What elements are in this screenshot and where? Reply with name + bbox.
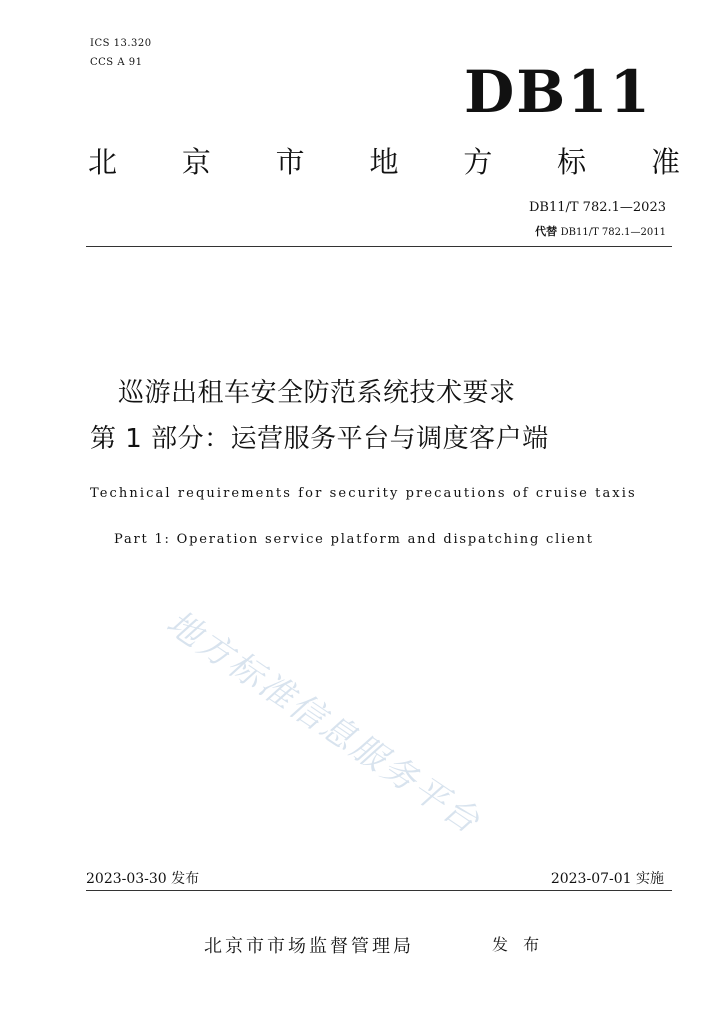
standard-code-logo: DB11: [463, 58, 652, 126]
standard-type-char: 市: [275, 145, 305, 179]
standard-type-char: 方: [463, 145, 493, 179]
replaces-label: 代替: [535, 225, 558, 238]
publish-date: 2023-03-30 发布: [86, 871, 200, 887]
replaces-line: [535, 223, 666, 239]
standard-type-char: 京: [181, 145, 211, 179]
ics-code: ICS 13.320: [90, 38, 152, 49]
replaces-number: DB11/T 782.1—2011: [560, 227, 666, 238]
standard-number: DB11/T 782.1—2023: [528, 200, 666, 215]
ccs-code: CCS A 91: [90, 57, 143, 68]
bottom-divider: [86, 890, 672, 891]
cn-title-line1: 巡游出租车安全防范系统技术要求: [118, 378, 516, 408]
cn-title-line2: 第 1 部分：运营服务平台与调度客户端: [90, 424, 549, 454]
issuing-authority: 北京市市场监督管理局: [204, 936, 414, 957]
implement-date: 2023-07-01 实施: [550, 871, 664, 887]
watermark: 地方标准信息服务平台: [159, 602, 489, 843]
publish-label: 发 布: [492, 935, 545, 954]
en-title-line1: Technical requirements for security precautions of cruise taxis: [90, 486, 637, 501]
en-title-line2: Part 1: Operation service platform and dispatching client: [114, 532, 594, 547]
standard-type-title: [88, 140, 680, 181]
standard-type-char: 标: [557, 145, 587, 179]
standard-type-char: 地: [369, 145, 399, 179]
standard-type-char: 准: [650, 145, 680, 179]
top-divider: [86, 246, 672, 247]
standard-type-char: 北: [88, 145, 118, 179]
